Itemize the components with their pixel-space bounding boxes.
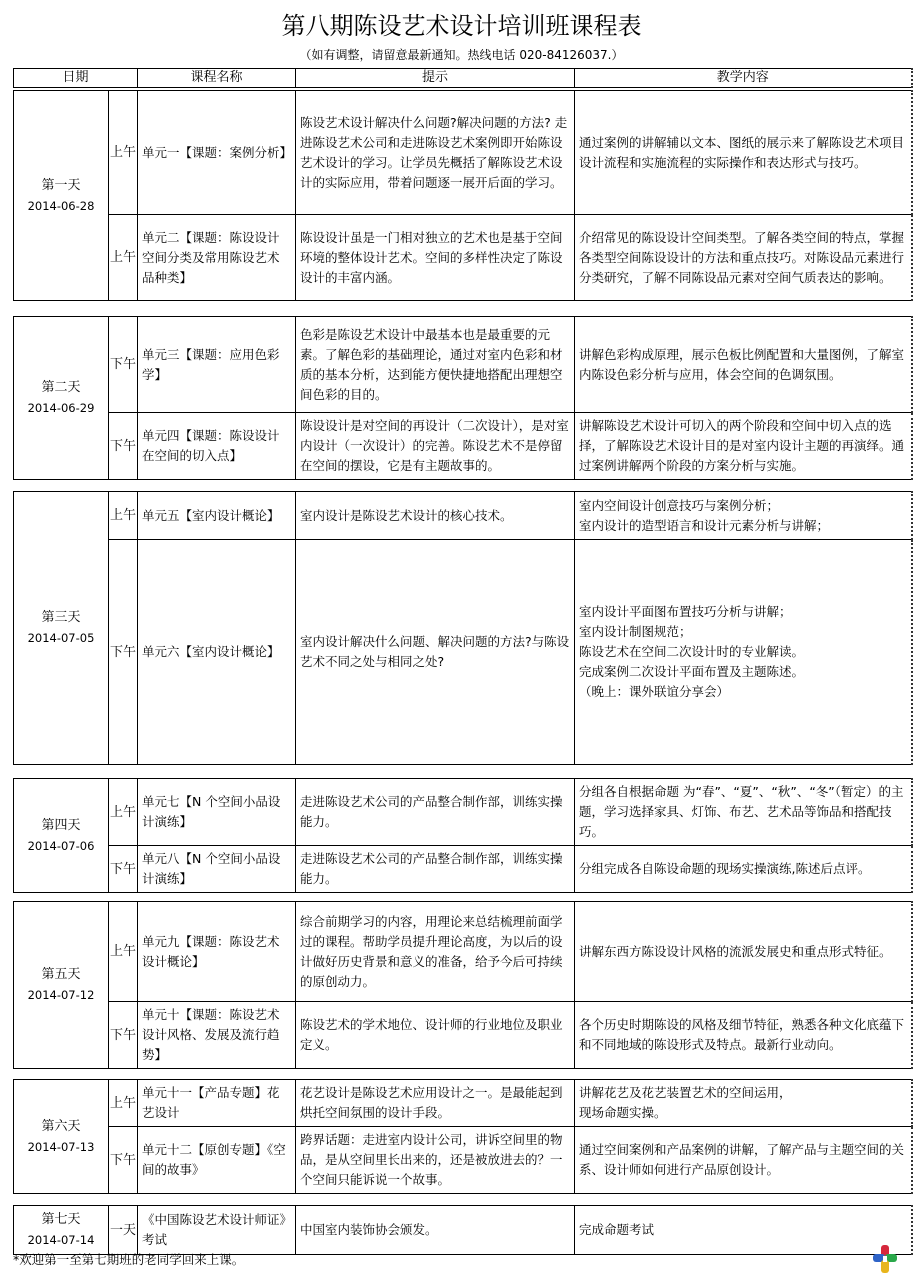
content-cell: 通过空间案例和产品案例的讲解，了解产品与主题空间的关系、设计师如何进行产品原创设计。 xyxy=(575,1127,912,1194)
knot-logo-icon xyxy=(872,1244,898,1274)
table-row xyxy=(14,317,912,413)
day-block-3 xyxy=(13,491,913,765)
tip-cell: 陈设艺术设计解决什么问题?解决问题的方法? 走进陈设艺术公司和走进陈设艺术案例即开始陈设艺术设计的学习。让学员先概括了解陈设艺术设计的实际应用，带着问题逐一展开后面的学习。 xyxy=(296,91,575,215)
content-cell: 讲解陈设艺术设计可切入的两个阶段和空间中切入点的选择，了解陈设艺术设计目的是对室内设计主题的再演绎。通过案例讲解两个阶段的方案分析与实施。 xyxy=(575,413,912,480)
header-date: 日期 xyxy=(14,69,138,88)
tip-cell: 色彩是陈设艺术设计中最基本也是最重要的元素。了解色彩的基础理论，通过对室内色彩和材质的基本分析，达到能方便快捷地搭配出理想空间色彩的目的。 xyxy=(296,317,575,413)
day-block-6 xyxy=(13,1079,913,1194)
time-cell: 上午 xyxy=(109,902,138,1002)
day-cell: 第五天 2014-07-12 xyxy=(14,902,109,1069)
tip-cell: 综合前期学习的内容，用理论来总结梳理前面学过的课程。帮助学员提升理论高度，为以后的设计做好历史背景和意义的准备，给予今后可持续的原创动力。 xyxy=(296,902,575,1002)
content-line: 完成案例二次设计平面布置及主题陈述。 xyxy=(579,664,805,679)
content-cell: 介绍常见的陈设设计空间类型。了解各类空间的特点，掌握各类型空间陈设设计的方法和重点技巧。对陈设品元素进行分类研究，了解不同陈设品元素对空间气质表达的影响。 xyxy=(575,215,912,301)
time-cell: 上午 xyxy=(109,91,138,215)
content-line: 讲解花艺及花艺装置艺术的空间运用， xyxy=(579,1085,792,1100)
content-line: 室内空间设计创意技巧与案例分析； xyxy=(579,497,780,513)
table-header xyxy=(13,68,913,88)
content-cell: 分组各自根据命题 为“春”、“夏”、“秋”、“冬”（暂定）的主题，学习选择家具、灯饰、布艺、艺术品等饰品和搭配技巧。 xyxy=(575,779,912,846)
table-row xyxy=(14,902,912,1002)
header-content: 教学内容 xyxy=(575,69,912,88)
time-cell: 上午 xyxy=(109,492,138,540)
course-cell: 单元三【课题：应用色彩学】 xyxy=(138,317,296,413)
tip-cell: 室内设计是陈设艺术设计的核心技术。 xyxy=(296,492,575,540)
course-cell: 单元七【N 个空间小品设计演练】 xyxy=(138,779,296,846)
table-row xyxy=(14,1002,912,1069)
content-cell: 讲解色彩构成原理，展示色板比例配置和大量图例，了解室内陈设色彩分析与应用，体会空间的色调氛围。 xyxy=(575,317,912,413)
day-cell: 第一天 2014-06-28 xyxy=(14,91,109,301)
time-cell: 一天 xyxy=(109,1206,138,1255)
time-cell: 下午 xyxy=(109,1127,138,1194)
day-cell: 第三天 2014-07-05 xyxy=(14,492,109,765)
page-title: 第八期陈设艺术设计培训班课程表 xyxy=(281,12,642,40)
day-cell: 第二天 2014-06-29 xyxy=(14,317,109,480)
time-cell: 上午 xyxy=(109,1080,138,1127)
content-cell: 各个历史时期陈设的风格及细节特征，熟悉各种文化底蕴下和不同地域的陈设形式及特点。最新行业动向。 xyxy=(575,1002,912,1069)
content-cell: 讲解东西方陈设设计风格的流派发展史和重点形式特征。 xyxy=(575,902,912,1002)
tip-cell: 跨界话题：走进室内设计公司，讲诉空间里的物品，是从空间里长出来的，还是被放进去的？一个空间只能诉说一个故事。 xyxy=(296,1127,575,1194)
table-row xyxy=(14,215,912,301)
tip-cell: 陈设设计是对空间的再设计（二次设计），是对室内设计（一次设计）的完善。陈设艺术不是停留在空间的摆设，它是有主题故事的。 xyxy=(296,413,575,480)
content-cell: 分组完成各自陈设命题的现场实操演练,陈述后点评。 xyxy=(575,846,912,893)
content-line: 室内设计平面图布置技巧分析与讲解； xyxy=(579,604,792,619)
tip-cell: 陈设设计虽是一门相对独立的艺术也是基于空间环境的整体设计艺术。空间的多样性决定了陈设设计的丰富内涵。 xyxy=(296,215,575,301)
course-cell: 单元六【室内设计概论】 xyxy=(138,540,296,765)
table-row xyxy=(14,540,912,765)
table-row xyxy=(14,91,912,215)
content-line: 陈设艺术在空间二次设计时的专业解读。 xyxy=(579,644,805,659)
course-cell: 单元四【课题：陈设设计在空间的切入点】 xyxy=(138,413,296,480)
day-cell: 第七天 2014-07-14 xyxy=(14,1206,109,1255)
day-block-5 xyxy=(13,901,913,1069)
course-cell: 单元十二【原创专题】《空间的故事》 xyxy=(138,1127,296,1194)
course-cell: 《中国陈设艺术设计师证》考试 xyxy=(138,1206,296,1255)
course-cell: 单元十【课题：陈设艺术设计风格、发展及流行趋势】 xyxy=(138,1002,296,1069)
content-line: 现场命题实操。 xyxy=(579,1105,667,1120)
tip-cell: 室内设计解决什么问题、解决问题的方法?与陈设艺术不同之处与相同之处? xyxy=(296,540,575,765)
time-cell: 下午 xyxy=(109,317,138,413)
time-cell: 下午 xyxy=(109,413,138,480)
header-tip: 提示 xyxy=(296,69,575,88)
time-cell: 上午 xyxy=(109,779,138,846)
tip-cell: 花艺设计是陈设艺术应用设计之一。是最能起到烘托空间氛围的设计手段。 xyxy=(296,1080,575,1127)
time-cell: 下午 xyxy=(109,1002,138,1069)
content-cell: 完成命题考试 xyxy=(575,1206,912,1255)
tip-cell: 中国室内装饰协会颁发。 xyxy=(296,1206,575,1255)
day-block-1 xyxy=(13,90,913,301)
table-row xyxy=(14,846,912,893)
course-cell: 单元十一【产品专题】花艺设计 xyxy=(138,1080,296,1127)
table-row xyxy=(14,779,912,846)
table-row xyxy=(14,1206,912,1255)
course-cell: 单元五【室内设计概论】 xyxy=(138,492,296,540)
time-cell: 下午 xyxy=(109,846,138,893)
day-block-7 xyxy=(13,1205,913,1255)
course-cell: 单元二【课题：陈设设计空间分类及常用陈设艺术品种类】 xyxy=(138,215,296,301)
table-row xyxy=(14,492,912,540)
course-cell: 单元一【课题：案例分析】 xyxy=(138,91,296,215)
table-row xyxy=(14,1080,912,1127)
content-line: （晚上：课外联谊分享会） xyxy=(579,684,730,699)
tip-cell: 走进陈设艺术公司的产品整合制作部，训练实操能力。 xyxy=(296,779,575,846)
tip-cell: 走进陈设艺术公司的产品整合制作部，训练实操能力。 xyxy=(296,846,575,893)
table-row xyxy=(14,413,912,480)
footer-note: *欢迎第一至第七期班的老同学回来上课。 xyxy=(13,1252,245,1267)
course-cell: 单元八【N 个空间小品设计演练】 xyxy=(138,846,296,893)
day-cell: 第六天 2014-07-13 xyxy=(14,1080,109,1194)
tip-cell: 陈设艺术的学术地位、设计师的行业地位及职业定义。 xyxy=(296,1002,575,1069)
content-line: 室内设计制图规范； xyxy=(579,624,692,639)
content-cell: 通过案例的讲解辅以文本、图纸的展示来了解陈设艺术项目设计流程和实施流程的实际操作和表达形式与技巧。 xyxy=(575,91,912,215)
table-row xyxy=(14,1127,912,1194)
day-block-2 xyxy=(13,316,913,480)
page-subtitle: （如有调整，请留意最新通知。热线电话 020-84126037.） xyxy=(299,48,624,62)
header-course: 课程名称 xyxy=(138,69,296,88)
content-cell xyxy=(575,540,912,765)
course-cell: 单元九【课题：陈设艺术设计概论】 xyxy=(138,902,296,1002)
content-line: 室内设计的造型语言和设计元素分析与讲解； xyxy=(579,517,830,533)
day-cell: 第四天 2014-07-06 xyxy=(14,779,109,893)
time-cell: 上午 xyxy=(109,215,138,301)
content-cell xyxy=(575,492,912,540)
time-cell: 下午 xyxy=(109,540,138,765)
content-cell xyxy=(575,1080,912,1127)
day-block-4 xyxy=(13,778,913,893)
